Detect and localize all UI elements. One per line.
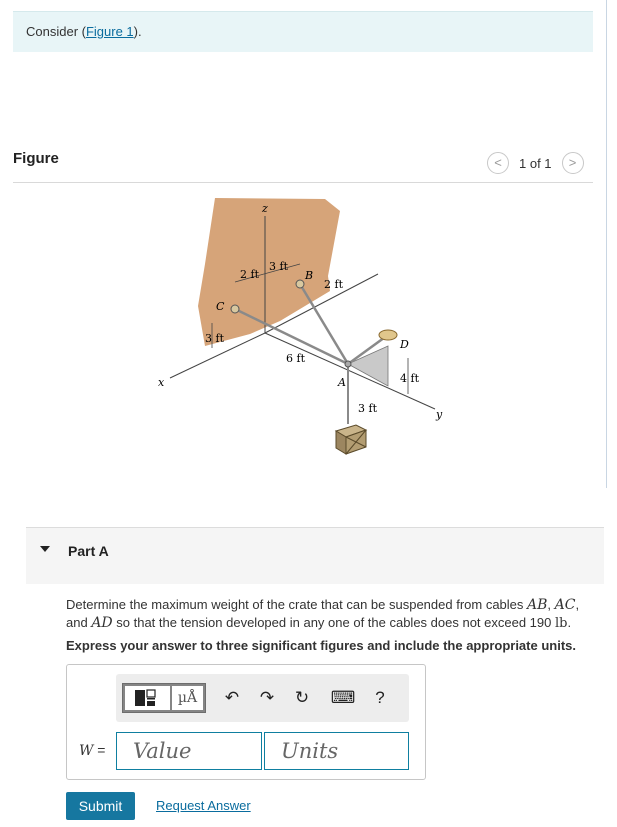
- answer-equals: =: [93, 742, 106, 758]
- part-title: Part A: [68, 543, 109, 559]
- value-input[interactable]: Value: [116, 732, 262, 770]
- label-z: z: [262, 202, 268, 215]
- instruction-text: Express your answer to three significant figures and include the appropriate units.: [66, 638, 576, 653]
- dim-6ft: 6 ft: [286, 352, 305, 365]
- prev-figure-button[interactable]: <: [487, 152, 509, 174]
- anchor-b: [296, 280, 304, 288]
- help-icon[interactable]: ?: [375, 688, 385, 707]
- question-part: and: [66, 615, 92, 630]
- templates-icon: [125, 686, 170, 710]
- dim-3ft-left: 3 ft: [205, 332, 224, 345]
- label-a: A: [338, 376, 346, 389]
- dim-4ft: 4 ft: [400, 372, 419, 385]
- question-comma: ,: [547, 597, 555, 612]
- crate: [336, 425, 366, 454]
- request-answer-link[interactable]: Request Answer: [156, 798, 251, 813]
- collapse-caret-icon[interactable]: [40, 546, 50, 552]
- figure-link[interactable]: Figure 1: [85, 24, 134, 39]
- figure-diagram: [150, 196, 470, 466]
- question-part: so that the tension developed in any one of the cables does not exceed 190: [112, 615, 555, 630]
- reset-icon[interactable]: ↻: [294, 688, 310, 707]
- cable-ab-label: AB: [527, 597, 548, 613]
- dim-3ft-top: 3 ft: [269, 260, 288, 273]
- dim-2ft-top: 2 ft: [240, 268, 259, 281]
- intro-prefix: Consider (: [26, 24, 86, 39]
- figure-count: 1 of 1: [519, 155, 552, 171]
- question-comma: ,: [575, 597, 580, 612]
- answer-label: [79, 742, 105, 759]
- math-toolbar: [116, 674, 409, 722]
- panel-divider: [606, 0, 607, 488]
- answer-variable: W: [79, 743, 94, 759]
- question-part: Determine the maximum weight of the crate that can be suspended from cables: [66, 597, 528, 612]
- label-d: D: [400, 338, 409, 351]
- units-button[interactable]: µÅ: [172, 686, 203, 710]
- intro-suffix: ).: [133, 24, 142, 39]
- undo-icon[interactable]: ↶: [224, 688, 240, 707]
- label-y: y: [436, 408, 443, 421]
- dim-2ft-right: 2 ft: [324, 278, 343, 291]
- template-tool-group: [122, 683, 206, 713]
- figure-pager: [487, 151, 584, 175]
- anchor-d: [379, 330, 397, 340]
- y-axis: [265, 333, 435, 409]
- answer-box: [66, 664, 426, 780]
- redo-icon[interactable]: ↷: [259, 688, 275, 707]
- cable-ad-label: AD: [91, 615, 113, 631]
- support-triangle: [348, 346, 388, 386]
- label-x: x: [158, 376, 165, 389]
- figure-title: Figure: [13, 150, 59, 167]
- unit-lb: lb: [554, 616, 568, 631]
- joint-a: [345, 361, 351, 367]
- label-c: C: [216, 300, 225, 313]
- label-b: B: [305, 269, 314, 282]
- intro-banner: [13, 11, 593, 52]
- templates-button[interactable]: [125, 686, 170, 710]
- submit-button[interactable]: Submit: [66, 792, 135, 820]
- part-header[interactable]: [26, 528, 604, 584]
- dim-3ft-bottom: 3 ft: [358, 402, 377, 415]
- next-figure-button[interactable]: >: [562, 152, 584, 174]
- keyboard-icon[interactable]: ⌨: [330, 688, 356, 707]
- question-period: .: [567, 615, 572, 630]
- anchor-c: [231, 305, 239, 313]
- question-text: [66, 596, 596, 632]
- units-input[interactable]: Units: [264, 732, 409, 770]
- cable-ac-label: AC: [554, 597, 576, 613]
- figure-divider: [13, 182, 593, 183]
